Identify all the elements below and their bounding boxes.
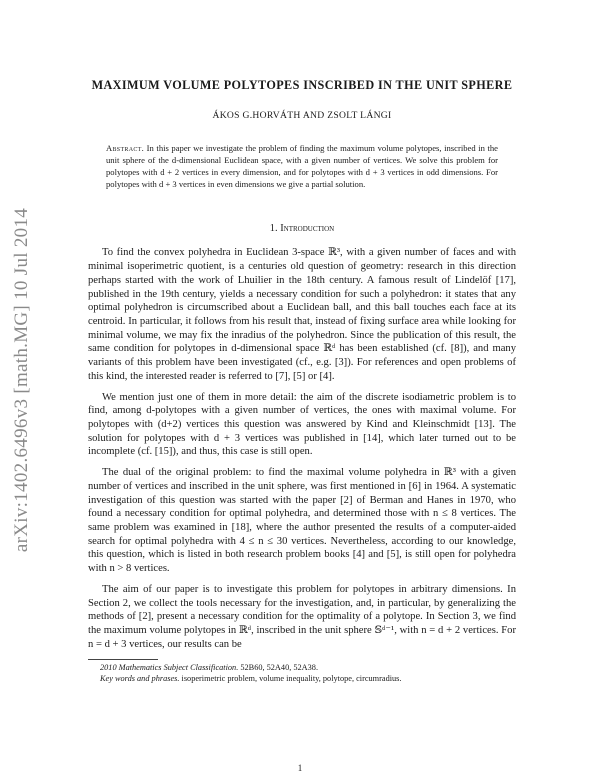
footnotes xyxy=(88,662,516,684)
section-heading xyxy=(88,223,516,234)
footnote-keywords xyxy=(88,673,516,684)
paragraph: The aim of our paper is to investigate this problem for polytopes in arbitrary dimensions. In Section 2, we collect the tools necessary for the investigation, and, in particular, by generalizing the methods of [2], present a necessary condition for the optimality of a polytope. In Section 3, we find the maximum volume polytopes in ℝᵈ, inscribed in the unit sphere 𝕊ᵈ⁻¹, with n = d + 2 vertices. For n = d + 3 vertices, our results can be xyxy=(88,583,516,650)
footnote-msc-label: 2010 Mathematics Subject Classification. xyxy=(100,662,239,672)
page-number: 1 xyxy=(297,763,303,773)
footnote-keywords-value: isoperimetric problem, volume inequality, polytope, circumradius. xyxy=(181,673,402,683)
paragraph: We mention just one of them in more detail: the aim of the discrete isodiametric problem is to find, among d-polytopes with a given number of vertices, the ones with maximal volume. For polytopes with (d+2) vertices this question was answered by Kind and Kleinschmidt [13]. The solution for polytopes with d + 3 vertices was published in [14], which later turned out to be incomplete (cf. [15]), and thus, this case is still open. xyxy=(88,391,516,458)
footnote-rule xyxy=(88,659,158,660)
footnote-keywords-label: Key words and phrases. xyxy=(100,673,180,683)
section-title: Introduction xyxy=(280,223,335,235)
body-text xyxy=(88,246,516,651)
paragraph: The dual of the original problem: to find the maximal volume polyhedra in ℝ³ with a given number of vertices and inscribed in the unit sphere, was first mentioned in [6] in 1964. A systematic investigation of this question was started with the paper [2] of Berman and Hanes in 1970, who found a necessary condition for optimal polyhedra, and determined those with n ≤ 8 vertices. The same problem was examined in [18], where the author presented the results of a computer-aided search for optimal polyhedra with 4 ≤ n ≤ 30 vertices. Nevertheless, according to our knowledge, this question, which is listed in both research problem books [4] and [5], is still open for polyhedra with n > 8 vertices. xyxy=(88,467,516,575)
paper-authors: ÁKOS G.HORVÁTH AND ZSOLT LÁNGI xyxy=(212,110,392,121)
paper-page xyxy=(88,78,516,684)
paper-title: MAXIMUM VOLUME POLYTOPES INSCRIBED IN THE UNIT SPHERE xyxy=(91,78,513,92)
arxiv-identifier xyxy=(8,170,36,590)
abstract xyxy=(106,142,498,190)
section-number: 1. xyxy=(269,223,278,235)
abstract-label: Abstract. xyxy=(106,143,145,153)
footnote-msc-value: 52B60, 52A40, 52A38. xyxy=(240,662,319,672)
abstract-text: In this paper we investigate the problem of finding the maximum volume polytopes, inscribed in the unit sphere of the d-dimensional Euclidean space, with a given number of vertices. We solve this problem for polytopes with d + 2 vertices in every dimension, and for polytopes with d + 3 vertices in odd dimensions. For polytopes with d + 3 vertices in even dimensions we give a partial solution. xyxy=(106,143,498,190)
footnote-msc xyxy=(88,662,516,673)
paragraph: To find the convex polyhedra in Euclidean 3-space ℝ³, with a given number of faces and with minimal isoperimetric quotient, is a centuries old question of geometry: research in this direction perhaps started with the work of Lhuilier in the 18th century. A famous result of Lindelöf [17], published in the 19th century, yields a necessary condition for such a polyhedron: it states that any optimal polyhedron is circumscribed about a Euclidean ball, and this ball touches each face at its centroid. In particular, it follows from his result that, instead of fixing surface area while looking for minimal volume, we may fix the inradius of the polyhedron. Since the publication of this result, the same condition for polytopes in d-dimensional space ℝᵈ has been established (cf. [8]), and many variants of this problem have been investigated (cf., e.g. [3]). For references and open problems of this kind, the interested reader is referred to [7], [5] or [4]. xyxy=(88,247,516,382)
arxiv-identifier-text: arXiv:1402.6496v3 [math.MG] 10 Jul 2014 xyxy=(11,207,32,553)
